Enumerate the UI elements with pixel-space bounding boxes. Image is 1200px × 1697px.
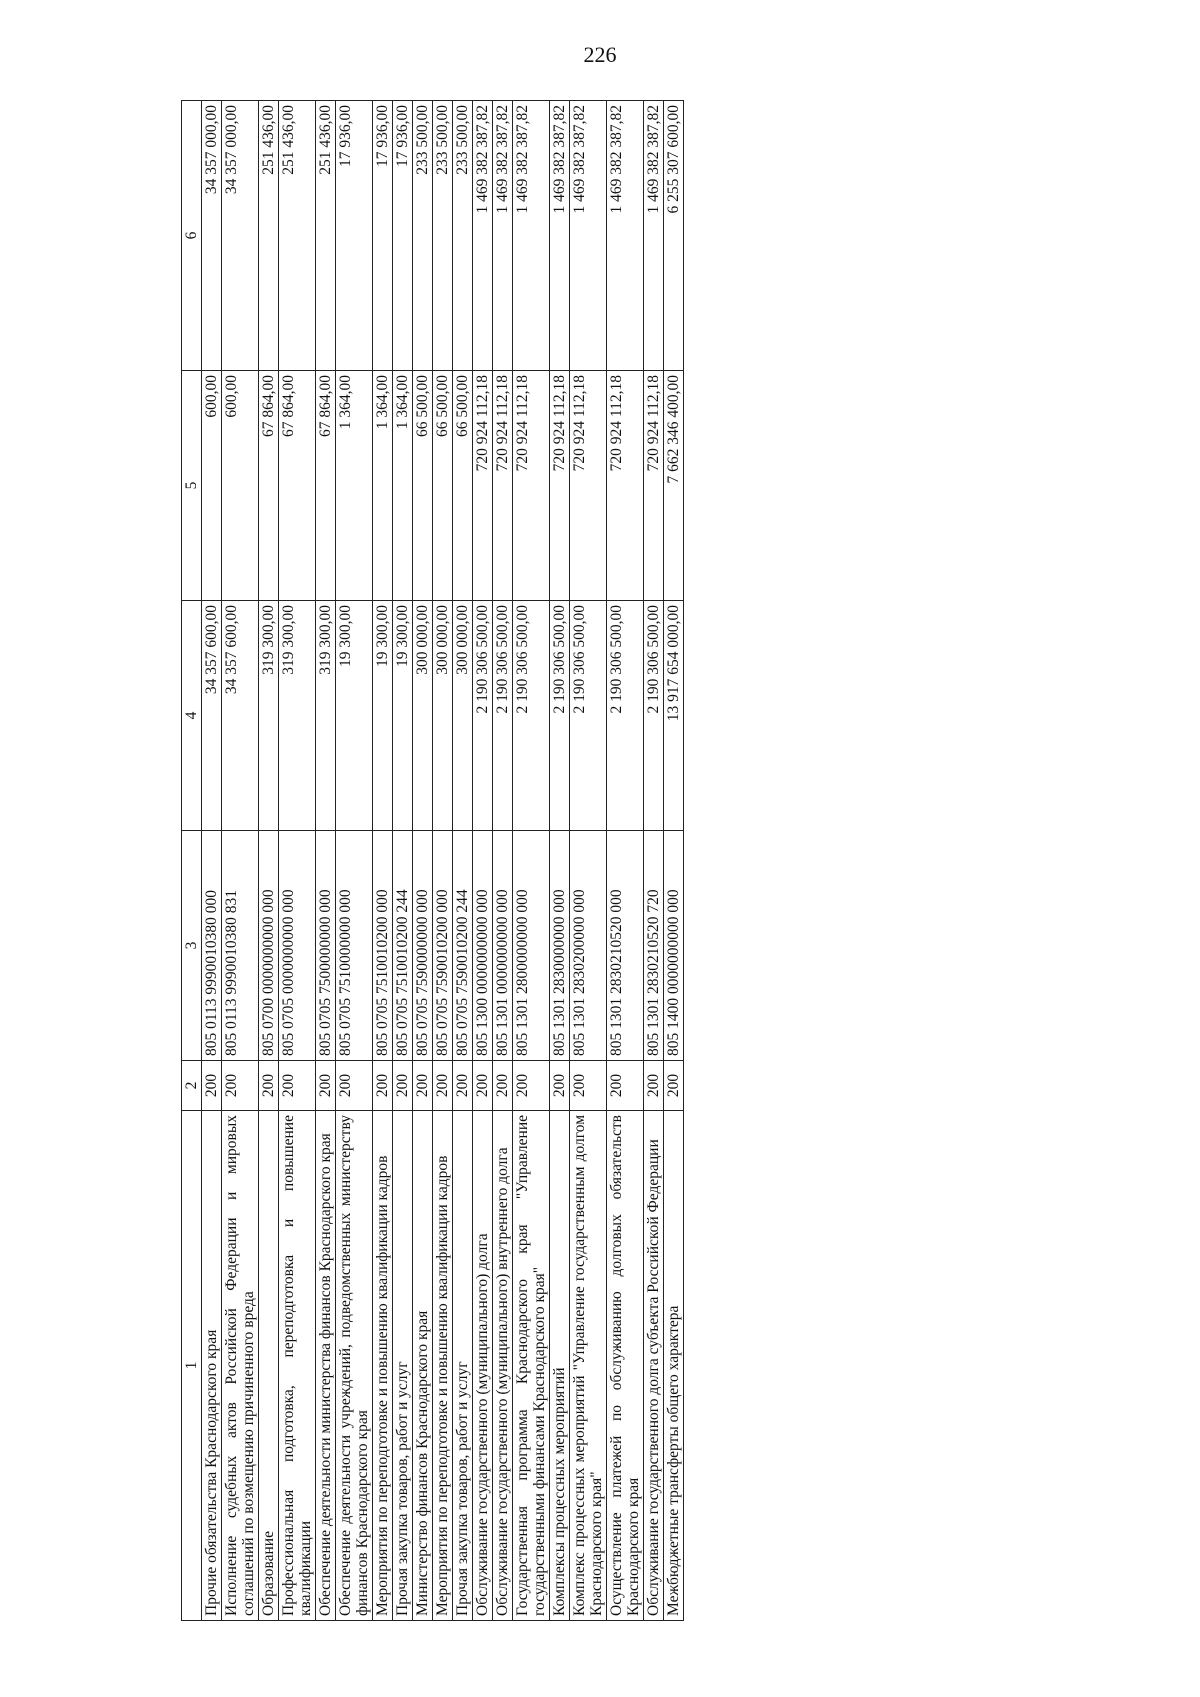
- table-row: [473, 101, 493, 1621]
- row-name: Исполнение судебных актов Российской Федерации и мировых соглашений по возмещению причиненного вреда: [222, 1111, 259, 1621]
- row-value-col6: 17 936,00: [393, 101, 413, 371]
- row-admin-code: 200: [259, 1061, 279, 1111]
- row-value-col6: 1 469 382 387,82: [513, 101, 550, 371]
- row-value-col4: 19 300,00: [393, 601, 413, 831]
- row-value-col5: 720 924 112,18: [607, 371, 644, 601]
- row-budget-code: 805 1301 2830200000 000: [570, 831, 607, 1061]
- row-value-col4: 2 190 306 500,00: [513, 601, 550, 831]
- row-value-col5: 7 662 346 400,00: [664, 371, 684, 601]
- row-value-col5: 1 364,00: [336, 371, 373, 601]
- row-budget-code: 805 0705 7510010200 000: [373, 831, 393, 1061]
- row-value-col6: 1 469 382 387,82: [473, 101, 493, 371]
- table-row: [259, 101, 279, 1621]
- row-budget-code: 805 0705 7590010200 244: [453, 831, 473, 1061]
- row-value-col4: 300 000,00: [433, 601, 453, 831]
- row-value-col6: 251 436,00: [279, 101, 316, 371]
- row-admin-code: 200: [453, 1061, 473, 1111]
- row-value-col6: 6 255 307 600,00: [664, 101, 684, 371]
- row-admin-code: 200: [513, 1061, 550, 1111]
- row-admin-code: 200: [473, 1061, 493, 1111]
- row-name: Мероприятия по переподготовке и повышению квалификации кадров: [373, 1111, 393, 1621]
- row-value-col6: 233 500,00: [453, 101, 473, 371]
- table-row: [279, 101, 316, 1621]
- row-value-col6: 1 469 382 387,82: [493, 101, 513, 371]
- row-budget-code: 805 0705 7510000000 000: [336, 831, 373, 1061]
- table-row: [336, 101, 373, 1621]
- row-name: Мероприятия по переподготовке и повышению квалификации кадров: [433, 1111, 453, 1621]
- row-admin-code: 200: [222, 1061, 259, 1111]
- column-header: 1: [182, 1111, 202, 1621]
- row-value-col4: 319 300,00: [279, 601, 316, 831]
- row-value-col6: 17 936,00: [336, 101, 373, 371]
- row-value-col5: 66 500,00: [413, 371, 433, 601]
- row-value-col6: 17 936,00: [373, 101, 393, 371]
- row-name: Обслуживание государственного (муниципального) внутреннего долга: [493, 1111, 513, 1621]
- row-value-col5: 720 924 112,18: [644, 371, 664, 601]
- table-row: [393, 101, 413, 1621]
- row-value-col5: 67 864,00: [279, 371, 316, 601]
- table-row: [570, 101, 607, 1621]
- row-admin-code: 200: [433, 1061, 453, 1111]
- row-value-col4: 34 357 600,00: [202, 601, 222, 831]
- table-row: [664, 101, 684, 1621]
- table-row: [413, 101, 433, 1621]
- row-value-col5: 720 924 112,18: [550, 371, 570, 601]
- table-row: [453, 101, 473, 1621]
- table-row: [202, 101, 222, 1621]
- row-admin-code: 200: [279, 1061, 316, 1111]
- row-value-col5: 1 364,00: [393, 371, 413, 601]
- row-value-col5: 720 924 112,18: [493, 371, 513, 601]
- row-value-col6: 34 357 000,00: [202, 101, 222, 371]
- table-row: [550, 101, 570, 1621]
- budget-table-rotated: [181, 101, 1069, 1621]
- column-header: 2: [182, 1061, 202, 1111]
- row-name: Образование: [259, 1111, 279, 1621]
- row-value-col4: 300 000,00: [413, 601, 433, 831]
- row-name: Прочие обязательства Краснодарского края: [202, 1111, 222, 1621]
- row-name: Обеспечение деятельности министерства финансов Краснодарского края: [316, 1111, 336, 1621]
- row-value-col5: 600,00: [222, 371, 259, 601]
- row-name: Межбюджетные трансферты общего характера: [664, 1111, 684, 1621]
- row-name: Обеспечение деятельности учреждений, подведомственных министерству финансов Краснодарского края: [336, 1111, 373, 1621]
- row-value-col5: 600,00: [202, 371, 222, 601]
- row-name: Обслуживание государственного (муниципального) долга: [473, 1111, 493, 1621]
- page-number: 226: [583, 42, 617, 67]
- row-value-col6: 233 500,00: [413, 101, 433, 371]
- row-budget-code: 805 0705 7590000000 000: [413, 831, 433, 1061]
- row-admin-code: 200: [493, 1061, 513, 1111]
- row-budget-code: 805 1301 2830210520 000: [607, 831, 644, 1061]
- row-value-col4: 2 190 306 500,00: [493, 601, 513, 831]
- row-budget-code: 805 1301 2830210520 720: [644, 831, 664, 1061]
- row-budget-code: 805 0705 7510010200 244: [393, 831, 413, 1061]
- row-value-col5: 67 864,00: [316, 371, 336, 601]
- row-value-col6: 1 469 382 387,82: [644, 101, 664, 371]
- row-name: Профессиональная подготовка, переподготовка и повышение квалификации: [279, 1111, 316, 1621]
- column-header: 6: [182, 101, 202, 371]
- table-row: [493, 101, 513, 1621]
- row-name: Обслуживание государственного долга субъекта Российской Федерации: [644, 1111, 664, 1621]
- table-row: [222, 101, 259, 1621]
- row-budget-code: 805 1301 2830000000 000: [550, 831, 570, 1061]
- row-budget-code: 805 0113 9990010380 000: [202, 831, 222, 1061]
- row-admin-code: 200: [316, 1061, 336, 1111]
- row-name: Прочая закупка товаров, работ и услуг: [453, 1111, 473, 1621]
- row-value-col5: 67 864,00: [259, 371, 279, 601]
- row-name: Министерство финансов Краснодарского края: [413, 1111, 433, 1621]
- row-value-col4: 319 300,00: [259, 601, 279, 831]
- table-row: [644, 101, 664, 1621]
- row-value-col6: 251 436,00: [316, 101, 336, 371]
- row-admin-code: 200: [664, 1061, 684, 1111]
- table-row: [316, 101, 336, 1621]
- row-name: Государственная программа Краснодарского края "Управление государственными финансами Краснодарского края": [513, 1111, 550, 1621]
- row-value-col4: 19 300,00: [373, 601, 393, 831]
- row-value-col6: 233 500,00: [433, 101, 453, 371]
- row-budget-code: 805 0705 7500000000 000: [316, 831, 336, 1061]
- row-budget-code: 805 1301 2800000000 000: [513, 831, 550, 1061]
- row-admin-code: 200: [202, 1061, 222, 1111]
- column-header: 5: [182, 371, 202, 601]
- table-row: [513, 101, 550, 1621]
- row-admin-code: 200: [644, 1061, 664, 1111]
- row-value-col5: 1 364,00: [373, 371, 393, 601]
- row-value-col5: 66 500,00: [433, 371, 453, 601]
- row-name: Комплекс процессных мероприятий "Управление государственным долгом Краснодарского края": [570, 1111, 607, 1621]
- column-header: 3: [182, 831, 202, 1061]
- row-admin-code: 200: [373, 1061, 393, 1111]
- row-value-col6: 1 469 382 387,82: [607, 101, 644, 371]
- budget-table: [181, 100, 684, 1621]
- row-budget-code: 805 0700 0000000000 000: [259, 831, 279, 1061]
- row-budget-code: 805 0705 7590010200 000: [433, 831, 453, 1061]
- row-value-col4: 19 300,00: [336, 601, 373, 831]
- row-admin-code: 200: [413, 1061, 433, 1111]
- row-value-col5: 720 924 112,18: [570, 371, 607, 601]
- row-value-col5: 720 924 112,18: [513, 371, 550, 601]
- row-admin-code: 200: [393, 1061, 413, 1111]
- row-value-col4: 2 190 306 500,00: [570, 601, 607, 831]
- header-row: [182, 101, 202, 1621]
- row-value-col6: 1 469 382 387,82: [550, 101, 570, 371]
- row-budget-code: 805 0113 9990010380 831: [222, 831, 259, 1061]
- table-row: [373, 101, 393, 1621]
- row-value-col4: 2 190 306 500,00: [644, 601, 664, 831]
- row-value-col6: 251 436,00: [259, 101, 279, 371]
- row-value-col5: 66 500,00: [453, 371, 473, 601]
- row-name: Комплексы процессных мероприятий: [550, 1111, 570, 1621]
- row-value-col6: 34 357 000,00: [222, 101, 259, 371]
- row-value-col6: 1 469 382 387,82: [570, 101, 607, 371]
- row-value-col4: 2 190 306 500,00: [473, 601, 493, 831]
- row-value-col4: 2 190 306 500,00: [550, 601, 570, 831]
- row-admin-code: 200: [336, 1061, 373, 1111]
- row-value-col5: 720 924 112,18: [473, 371, 493, 601]
- table-row: [433, 101, 453, 1621]
- table-row: [607, 101, 644, 1621]
- row-admin-code: 200: [570, 1061, 607, 1111]
- row-value-col4: 300 000,00: [453, 601, 473, 831]
- row-name: Прочая закупка товаров, работ и услуг: [393, 1111, 413, 1621]
- row-value-col4: 34 357 600,00: [222, 601, 259, 831]
- column-header: 4: [182, 601, 202, 831]
- row-value-col4: 13 917 654 000,00: [664, 601, 684, 831]
- row-budget-code: 805 1301 0000000000 000: [493, 831, 513, 1061]
- row-budget-code: 805 0705 0000000000 000: [279, 831, 316, 1061]
- row-value-col4: 319 300,00: [316, 601, 336, 831]
- row-name: Осуществление платежей по обслуживанию долговых обязательств Краснодарского края: [607, 1111, 644, 1621]
- row-admin-code: 200: [550, 1061, 570, 1111]
- row-value-col4: 2 190 306 500,00: [607, 601, 644, 831]
- row-budget-code: 805 1400 0000000000 000: [664, 831, 684, 1061]
- row-budget-code: 805 1300 0000000000 000: [473, 831, 493, 1061]
- row-admin-code: 200: [607, 1061, 644, 1111]
